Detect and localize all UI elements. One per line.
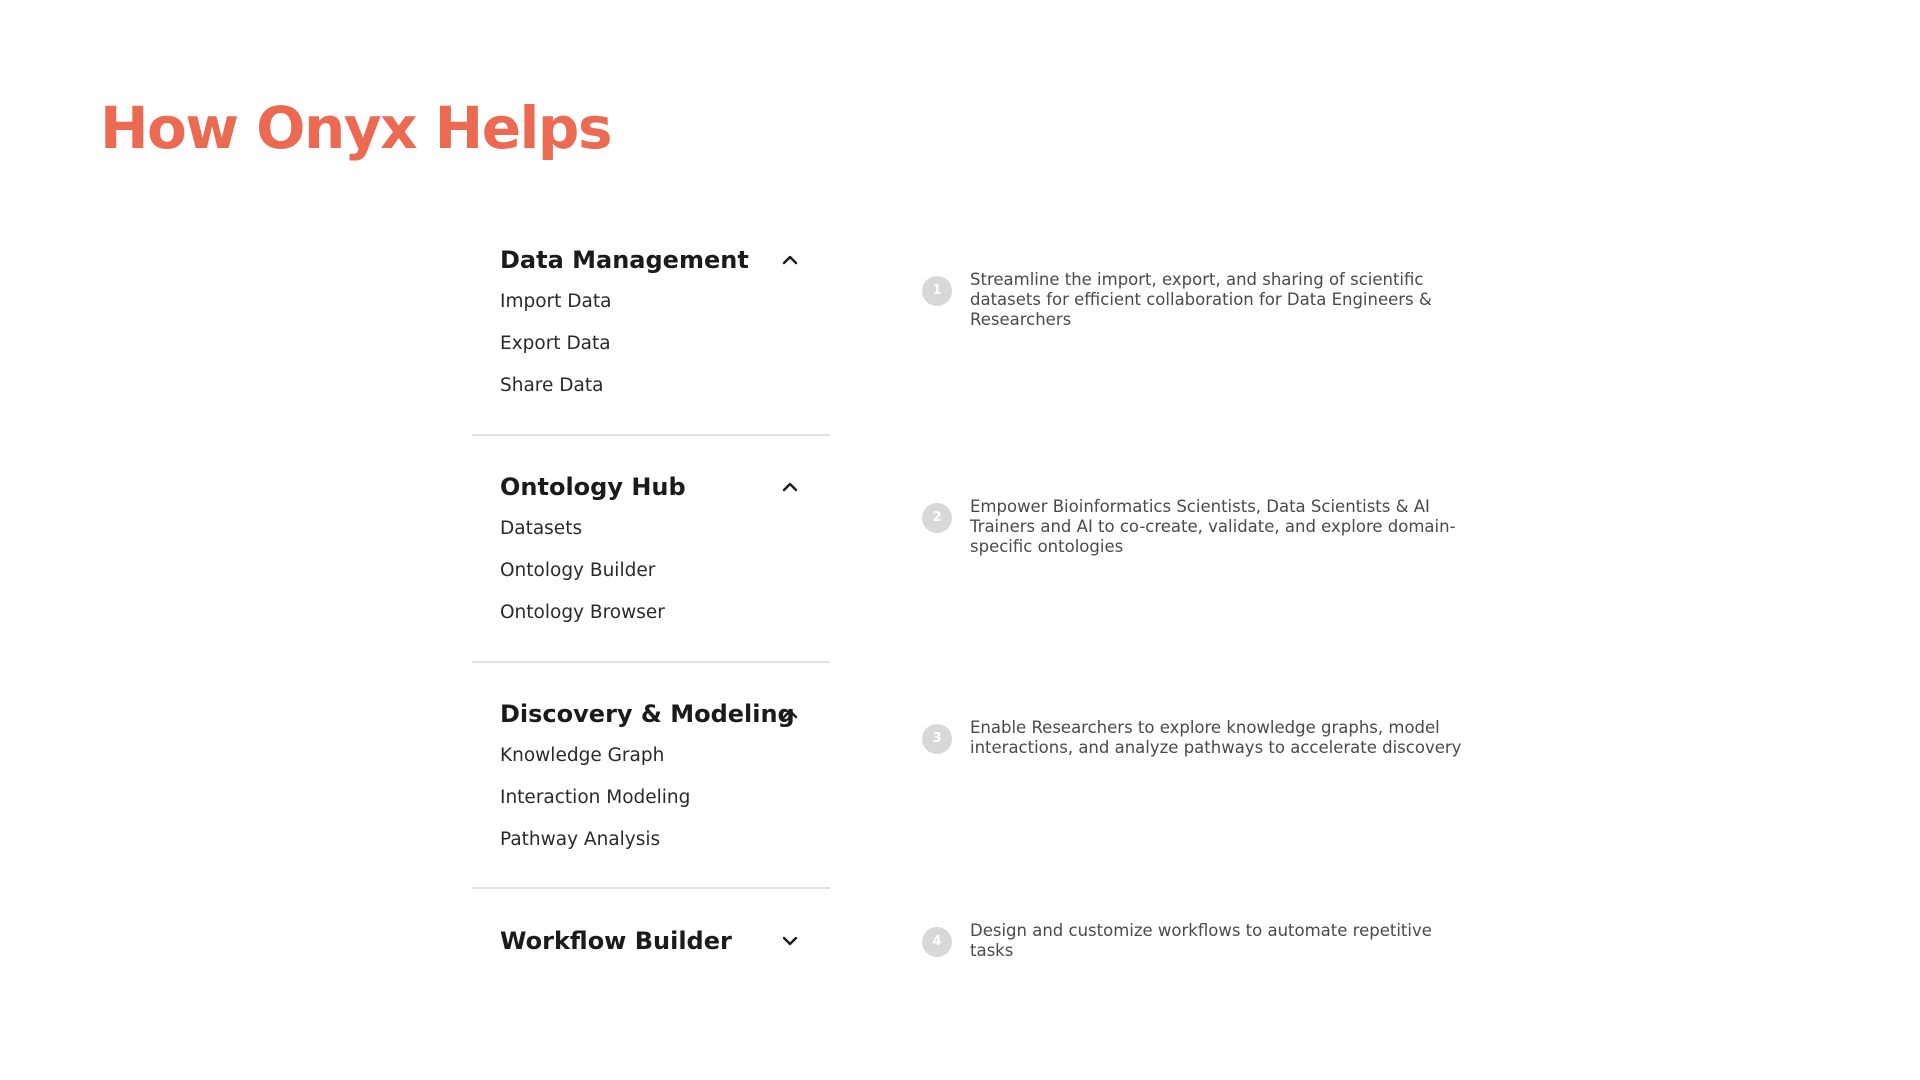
sub-item-ontology-builder[interactable]: Ontology Builder [500,560,656,581]
section-heading: Discovery & Modeling [500,700,795,728]
chevron-up-icon[interactable] [778,475,802,499]
accordion-header-discovery-modeling[interactable] [472,694,830,734]
number-badge: 3 [922,724,952,754]
sub-item-knowledge-graph[interactable]: Knowledge Graph [500,745,665,766]
chevron-up-icon[interactable] [778,702,802,726]
description-text: Empower Bioinformatics Scientists, Data Scientists & AI Trainers and AI to co-create, validate, and explore domain-specific ontologies [970,497,1456,556]
sub-item-pathway-analysis[interactable]: Pathway Analysis [500,829,661,850]
number-badge: 2 [922,503,952,533]
accordion-header-ontology-hub[interactable] [472,467,830,507]
section-divider [472,434,830,436]
chevron-down-icon[interactable] [778,929,802,953]
section-heading: Ontology Hub [500,473,686,501]
accordion-ontology-hub [472,467,830,623]
sub-item-interaction-modeling[interactable]: Interaction Modeling [500,787,691,808]
section-divider [472,661,830,663]
chevron-up-icon[interactable] [778,248,802,272]
accordion-workflow-builder [472,921,830,961]
sub-item-export-data[interactable]: Export Data [500,333,611,354]
sub-item-share-data[interactable]: Share Data [500,375,604,396]
sub-item-import-data[interactable]: Import Data [500,291,612,312]
section-heading: Workflow Builder [500,927,732,955]
sub-item-ontology-browser[interactable]: Ontology Browser [500,602,665,623]
accordion-header-data-management[interactable] [472,240,830,280]
accordion-data-management [472,240,830,396]
number-badge: 4 [922,927,952,957]
sub-item-datasets[interactable]: Datasets [500,518,583,539]
description-text: Design and customize workflows to automate repetitive tasks [970,921,1432,960]
section-heading: Data Management [500,246,749,274]
accordion-discovery-modeling [472,694,830,850]
number-badge: 1 [922,276,952,306]
page-title: How Onyx Helps [100,94,611,162]
description-text: Streamline the import, export, and sharing of scientific datasets for efficient collaboration for Data Engineers & Researchers [970,270,1432,329]
section-divider [472,887,830,889]
description-text: Enable Researchers to explore knowledge graphs, model interactions, and analyze pathways to accelerate discovery [970,718,1462,757]
accordion-header-workflow-builder[interactable] [472,921,830,961]
